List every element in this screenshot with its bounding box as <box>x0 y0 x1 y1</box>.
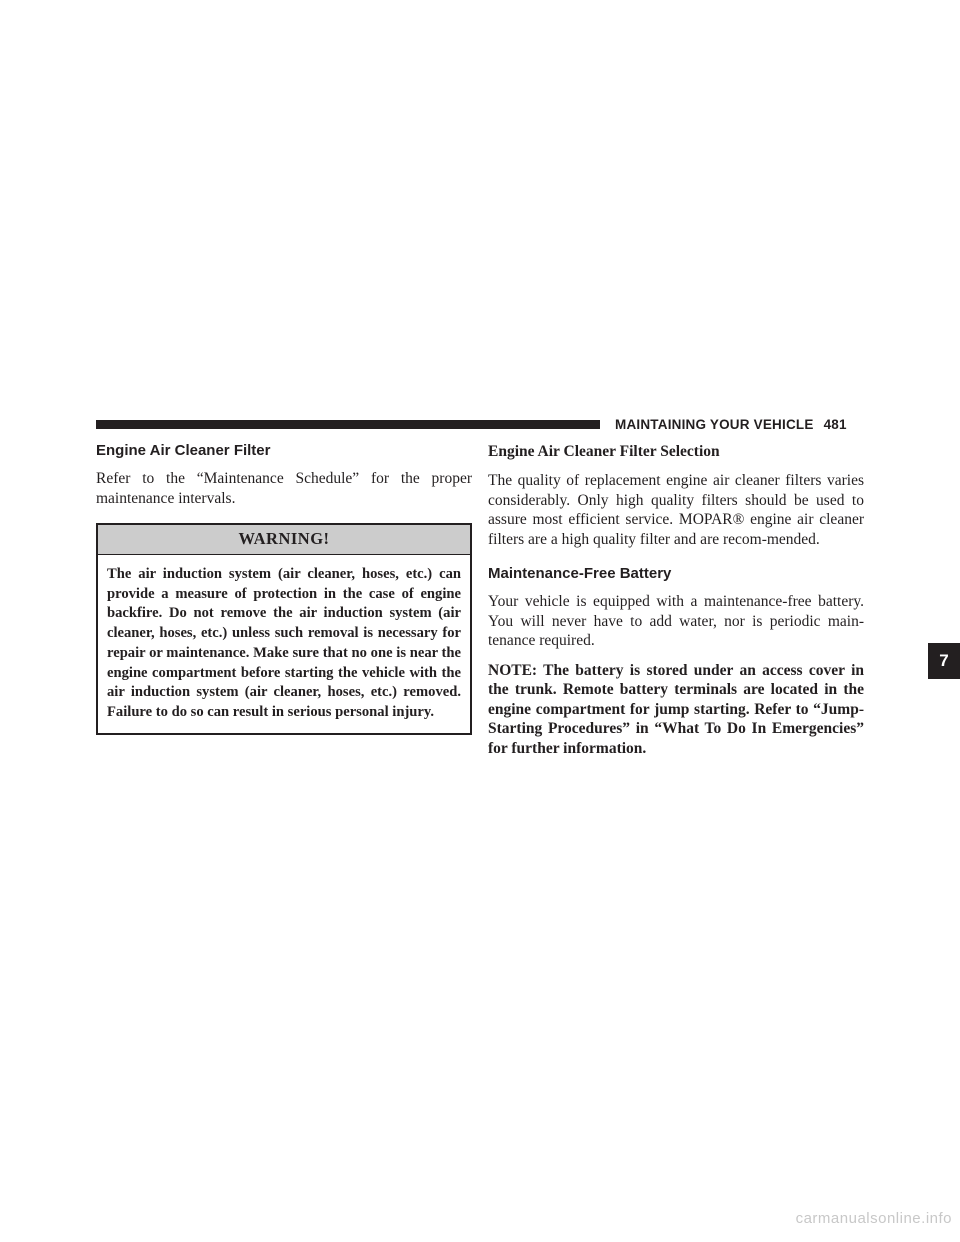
warning-text: The air induction system (air cleaner, hoses, etc.) can provide a measure of protection in the case of engine backfire. Do not remove the air induction system (air cleaner, hoses, etc.) unless such removal is necessary for repair or maintenance. Make sure that no one is near the engine compartment before starting the vehicle with the air induction system (air cleaner, hoses, etc.) removed. Failure to do so can result in serious personal injury. <box>107 566 461 720</box>
heading-filter-selection: Engine Air Cleaner Filter Selection <box>488 443 720 460</box>
heading-engine-air-cleaner-filter: Engine Air Cleaner Filter <box>96 442 271 459</box>
battery-paragraph: Your vehicle is equipped with a maintenance-free battery. You will never have to add water, nor is periodic main-tenance required. <box>488 593 864 649</box>
intro-paragraph: Refer to the “Maintenance Schedule” for the proper maintenance intervals. <box>96 470 472 507</box>
heading-maintenance-free-battery: Maintenance-Free Battery <box>488 565 672 582</box>
section-title: MAINTAINING YOUR VEHICLE <box>615 417 814 432</box>
running-header <box>615 417 847 432</box>
watermark: carmanualsonline.info <box>795 1210 952 1227</box>
selection-paragraph: The quality of replacement engine air cleaner filters varies considerably. Only high quality filters should be used to assure most efficient service. MOPAR® engine air cleaner filters are a high quality filter and are recom-mended. <box>488 472 864 548</box>
warning-box <box>96 523 472 735</box>
chapter-tab: 7 <box>928 643 960 679</box>
warning-title: WARNING! <box>98 525 470 555</box>
header-rule <box>96 420 600 429</box>
right-column <box>488 443 864 768</box>
page-number: 481 <box>823 417 847 432</box>
note-paragraph: NOTE: The battery is stored under an access cover in the trunk. Remote battery terminals are located in the engine compartment for jump starting. Refer to “Jump-Starting Procedures” in “What To Do In Emergencies” for further information. <box>488 661 864 757</box>
left-column <box>96 442 472 735</box>
